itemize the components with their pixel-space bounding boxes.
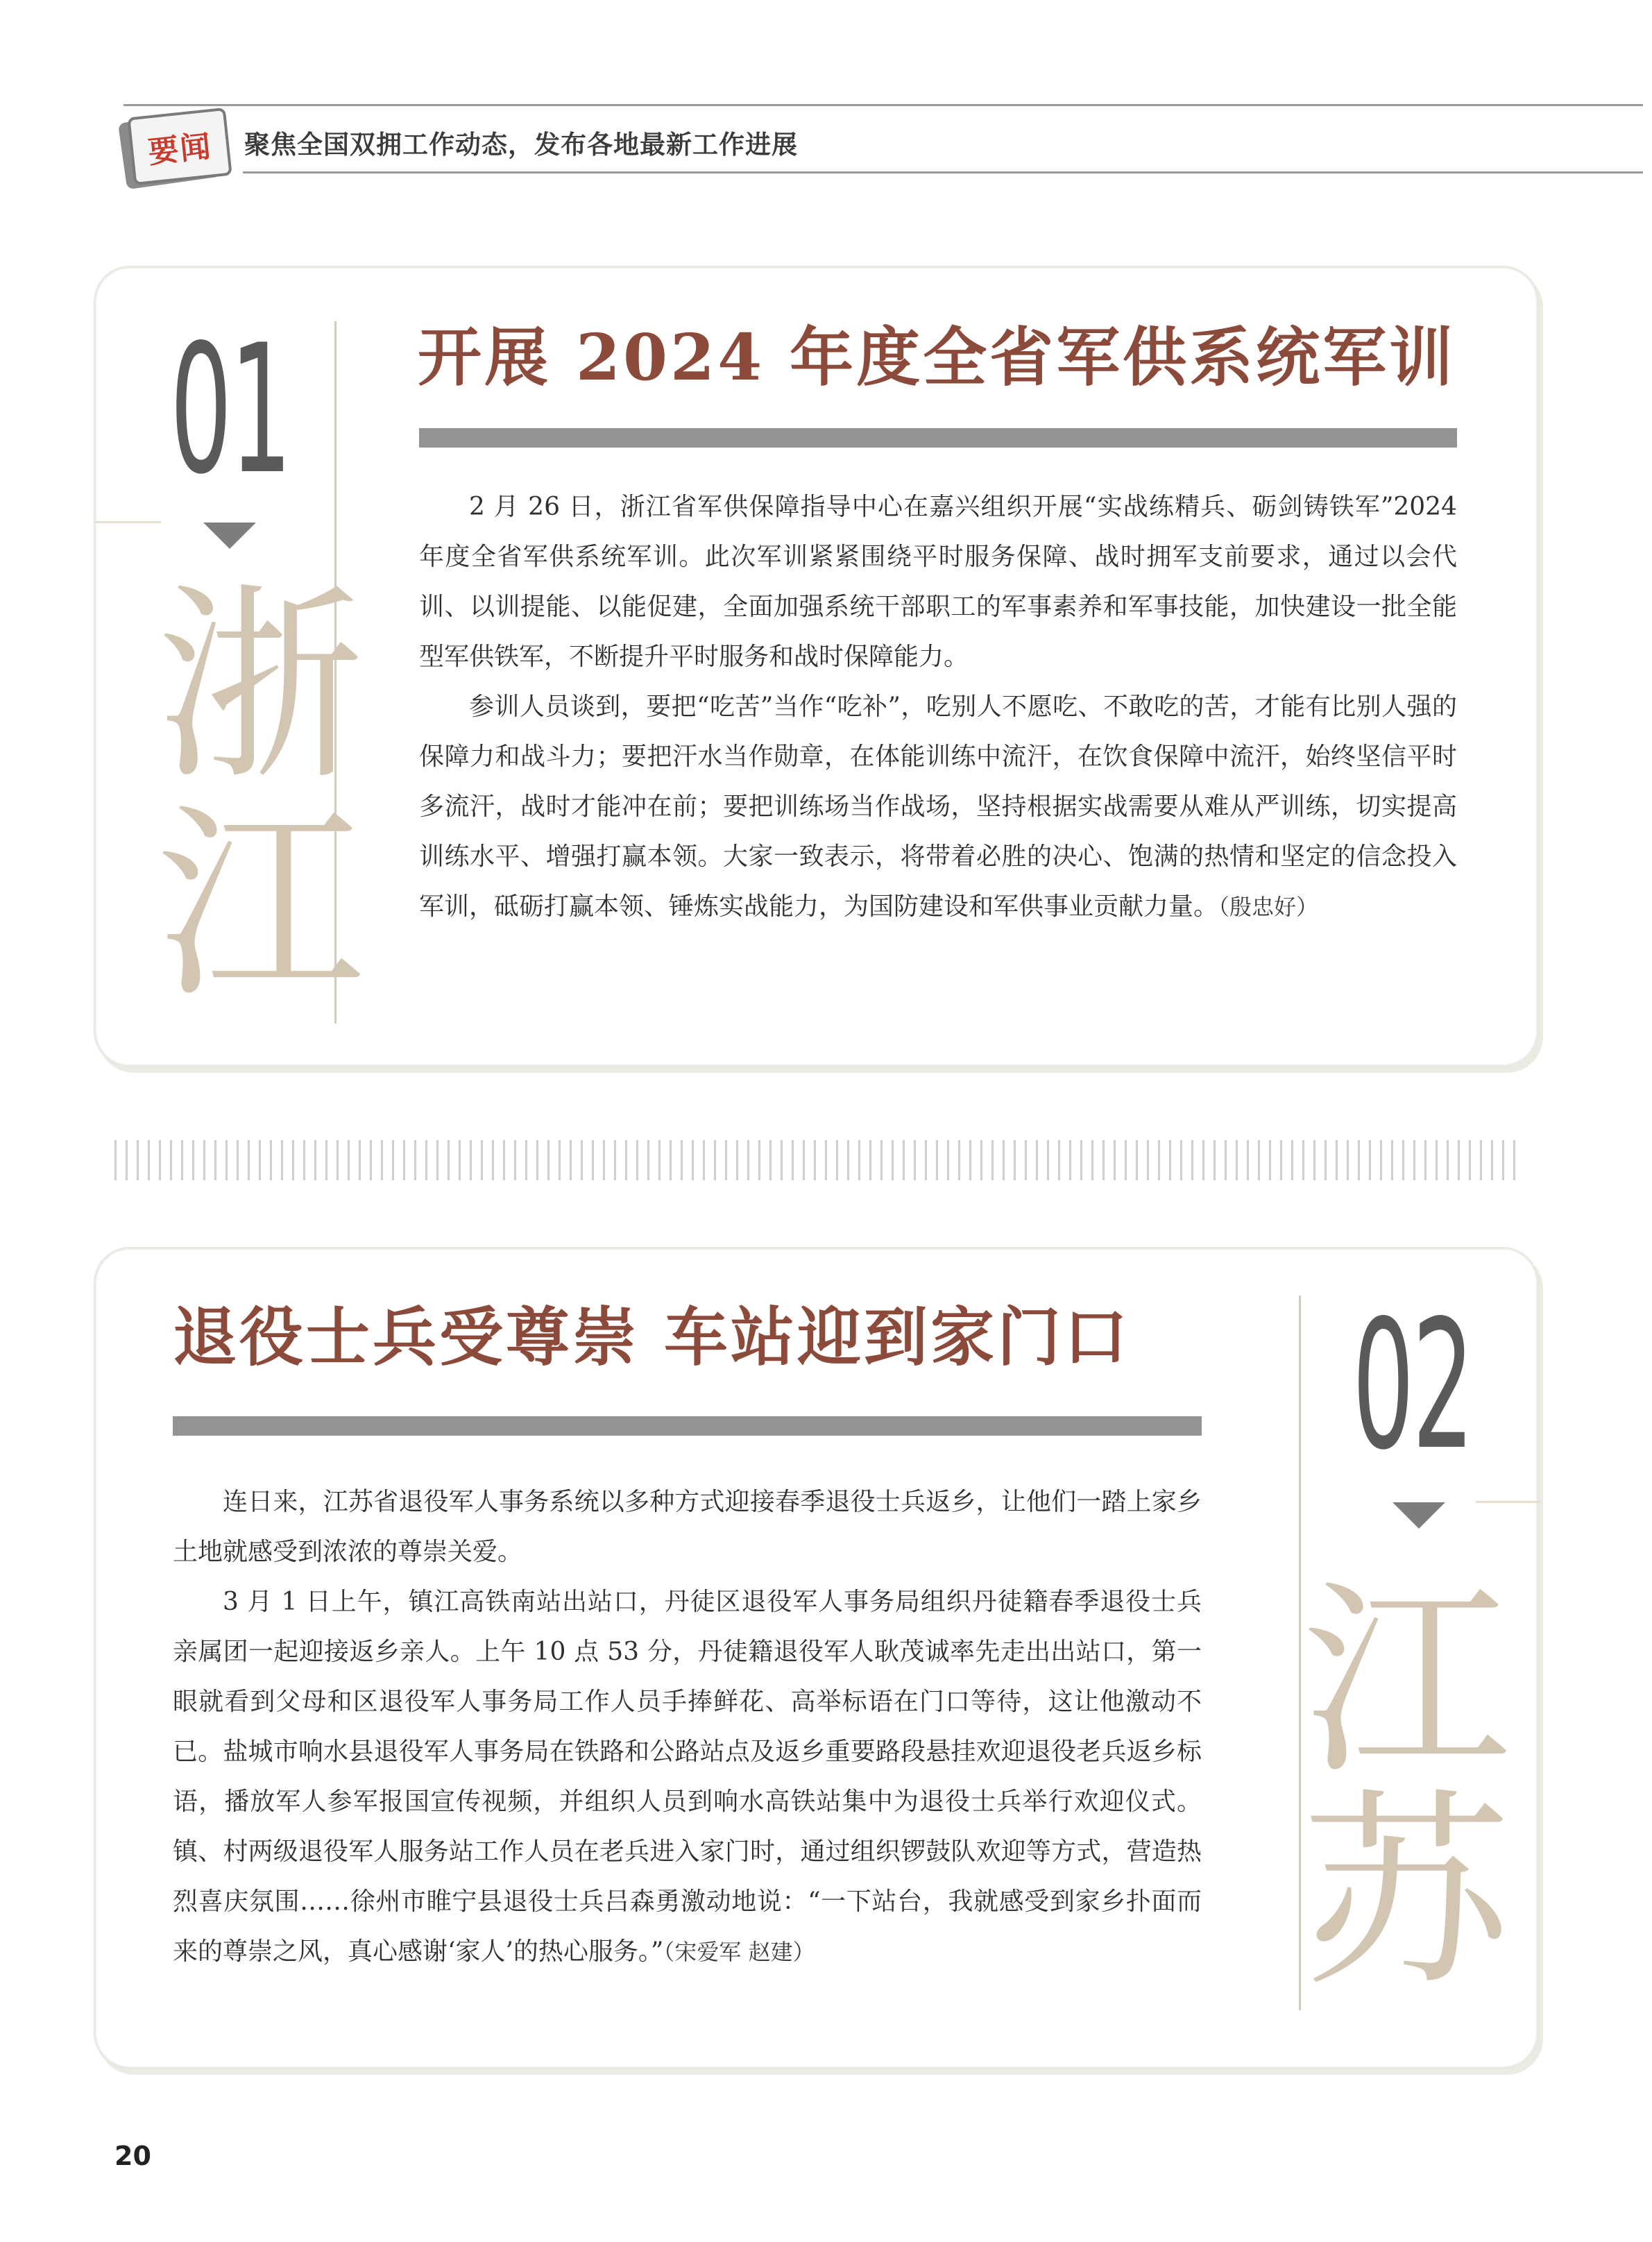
article-byline: （宋爱军 赵建） [663,1939,815,1965]
article-card-2 [94,1247,1539,2069]
article-card-1 [94,266,1539,1067]
number-rule [1476,1501,1540,1503]
article-paragraph [173,1577,1202,1977]
region-char: 苏 [1302,1772,1510,2014]
article-byline: （殷忠好） [1218,894,1319,920]
page-number: 20 [114,2141,151,2171]
region-char: 江 [156,784,364,1026]
article-number: 01 [170,307,290,513]
article-paragraph [419,682,1457,932]
region-char: 浙 [156,566,364,808]
down-triangle-icon [1393,1502,1445,1529]
article-paragraph-text: 3 月 1 日上午，镇江高铁南站出站口，丹徒区退役军人事务局组织丹徒籍春季退役士兵亲属团一起迎接返乡亲人。上午 10 点 53 分，丹徒籍退役军人耿茂诚率先走出出站口，第一眼就看到父母和区退役军人事务局工作人员手捧鲜花、高举标语在门口等待，这让他激动不已。盐城市响水县退役军人事务局在铁路和公路站点及返乡重要路段悬挂欢迎退役老兵返乡标语，播放军人参军报国宣传视频，并组织人员到响水高铁站集中为退役士兵举行欢迎仪式。镇、村两级退役军人服务站工作人员在老兵进入家门时，通过组织锣鼓队欢迎等方式，营造热烈喜庆氛围……徐州市睢宁县退役士兵吕森勇激动地说：“一下站台，我就感受到家乡扑面而来的尊崇之风，真心感谢‘家人’的热心服务。” [173,1588,1202,1966]
article-paragraph: 2 月 26 日，浙江省军供保障指导中心在嘉兴组织开展“实战练精兵、砺剑铸铁军”2024 年度全省军供系统军训。此次军训紧紧围绕平时服务保障、战时拥军支前要求，通过以会代训、以训提能、以能促建，全面加强系统干部职工的军事素养和军事技能，加快建设一批全能型军供铁军，不断提升平时服务和战时保障能力。 [419,493,1457,671]
number-rule [95,521,161,523]
article-title: 开展 2024 年度全省军供系统军训 [418,320,1456,395]
article-number: 02 [1352,1282,1472,1489]
section-tagline: 聚焦全国双拥工作动态，发布各地最新工作进展 [244,130,798,160]
region-char: 江 [1302,1561,1510,1803]
section-badge [127,108,232,185]
article-body [419,482,1457,932]
title-bar [419,428,1457,448]
header-rule-bottom [243,171,1643,173]
section-badge-label: 要闻 [146,128,214,171]
down-triangle-icon [203,523,256,549]
title-bar [173,1416,1202,1436]
article-title: 退役士兵受尊崇 车站迎到家门口 [173,1300,1131,1375]
article-paragraph-text: 参训人员谈到，要把“吃苦”当作“吃补”，吃别人不愿吃、不敢吃的苦，才能有比别人强的保障力和战斗力；要把汗水当作勋章，在体能训练中流汗，在饮食保障中流汗，始终坚信平时多流汗，战时才能冲在前；要把训练场当作战场，坚持根据实战需要从难从严训练，切实提高训练水平、增强打赢本领。大家一致表示，将带着必胜的决心、饱满的热情和坚定的信念投入军训，砥砺打赢本领、锤炼实战能力，为国防建设和军供事业贡献力量。 [419,693,1457,921]
section-separator [114,1140,1516,1180]
article-paragraph: 连日来，江苏省退役军人事务系统以多种方式迎接春季退役士兵返乡，让他们一踏上家乡土地就感受到浓浓的尊崇关爱。 [173,1488,1202,1566]
article-body [173,1477,1202,1977]
divider-line [1299,1296,1301,2010]
header-rule-top [124,104,1643,106]
